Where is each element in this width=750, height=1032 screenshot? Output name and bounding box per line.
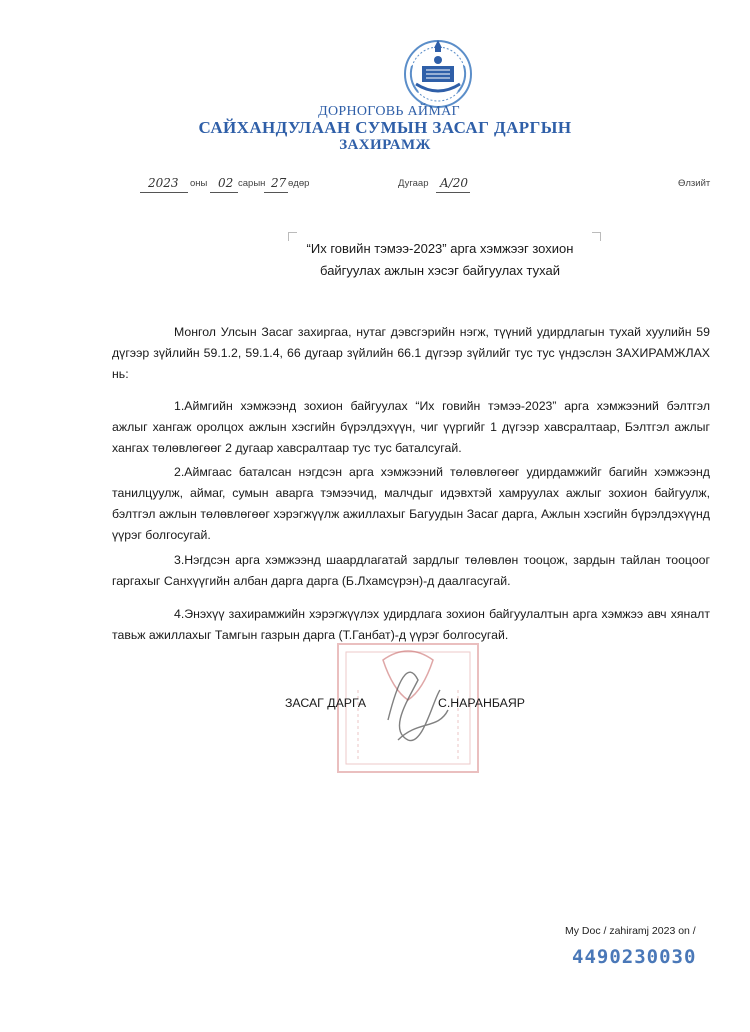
title-line: байгуулах ажлын хэсэг байгуулах тухай (320, 263, 560, 278)
day-value: 27 (271, 176, 287, 190)
order-item-4: 4.Энэхүү захирамжийн хэрэгжүүлэх удирдлага зохион байгуулалтын арга хэмжээ авч хяналт тавьж ажиллахыг Тамгын газрын дарга (Т.Ганбат)-д үүрэг болгосугай. (112, 607, 710, 642)
year-value: 2023 (148, 176, 179, 190)
registration-number: 4490230030 (572, 946, 697, 968)
order-item-1: 1.Аймгийн хэмжээнд зохион байгуулах “Их говийн тэмээ-2023” арга хэмжээний бэлтгэл ажлыг хангаж оролцох ажлын хэсгийн бүрэлдэхүүн, чиг үүргийг 1 дүгээр хавсралтаар, Бэлтгэл ажлыг хангах төлөвлөгөөг 2 дугаар хавсралтаар тус тус баталсугай. (112, 399, 710, 455)
aimag-name: ДОРНОГОВЬ АЙМАГ (318, 104, 460, 119)
signatory-name: С.НАРАНБАЯР (438, 696, 525, 710)
number-label: Дугаар (398, 178, 429, 189)
order-item-2: 2.Аймгаас баталсан нэгдсэн арга хэмжээний төлөвлөгөөг удирдамжийг багийн хэмжээнд танилцуулж, аймаг, сумын аварга тэмээчид, малчдыг идэвхтэй хамруулах ажлыг зохион байгуулж, бэлтгэл ажлын төлөвлөгөөг хэрэгжүүлж ажиллахыг Багуудын Засаг дарга, Ажлын хэсгийн бүрэлдэхүүнд үүрэг болгосугай. (112, 465, 710, 542)
signatory-title: ЗАСАГ ДАРГА (285, 696, 367, 710)
month-label: сарын (238, 178, 266, 189)
document-type: ЗАХИРАМЖ (339, 137, 431, 153)
order-item-3: 3.Нэгдсэн арга хэмжээнд шаардлагатай зардлыг төлөвлөн тооцож, зардын тайлан тооцоог гаргахыг Санхүүгийн албан дарга дарга (Б.Лхамсүрэн)-д даалгасугай. (112, 553, 710, 588)
place-name: Өлзийт (678, 178, 711, 189)
document-title (260, 238, 620, 282)
preamble-paragraph: Монгол Улсын Засаг захиргаа, нутаг дэвсгэрийн нэгж, түүний удирдлагын тухай хуулийн 59 дүгээр зүйлийн 59.1.2, 59.1.4, 66 дугаар зүйлийн 66.1 дүгээр зүйлийг тус тус үндэслэн ЗАХИРАМЖЛАХ нь: (112, 325, 710, 381)
month-underline (210, 192, 238, 193)
day-label: өдөр (288, 178, 310, 189)
number-value: A/20 (440, 176, 468, 190)
state-emblem-icon (398, 36, 478, 110)
year-label: оны (190, 178, 208, 189)
month-value: 02 (218, 176, 234, 190)
title-line: “Их говийн тэмээ-2023” арга хэмжээг зохион (306, 241, 574, 256)
day-underline (264, 192, 288, 193)
year-underline (140, 192, 188, 193)
number-underline (436, 192, 470, 193)
organization-name: САЙХАНДУЛААН СУМЫН ЗАСАГ ДАРГЫН (198, 118, 572, 137)
document-reference: My Doc / zahiramj 2023 on / (565, 925, 696, 937)
